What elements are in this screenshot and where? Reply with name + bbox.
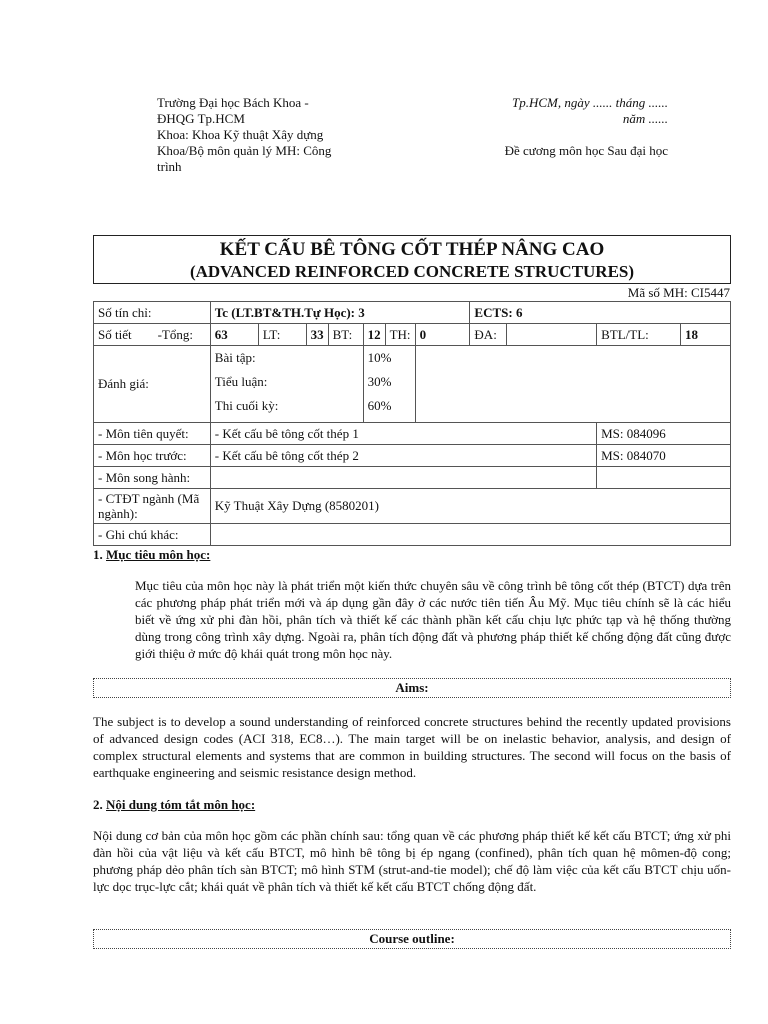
credits-value: Tc (LT.BT&TH.Tự Học): 3 <box>210 302 470 324</box>
notes-label: - Ghi chú khác: <box>94 524 211 546</box>
program-value: Kỹ Thuật Xây Dựng (8580201) <box>210 489 730 524</box>
eval-item-name: Tiểu luận: <box>214 374 268 389</box>
lt-value: 33 <box>306 324 328 346</box>
program-row <box>94 489 731 524</box>
date-line-1: Tp.HCM, ngày ...... tháng ...... <box>512 95 668 110</box>
section-2-text: Nội dung cơ bản của môn học gồm các phần chính sau: tổng quan về các phương pháp thiết kế kết cấu BTCT; ứng xử phi đàn hồi của vật liệu và kết cấu BTCT, mô hình bê tông bị ép ngang (confined), phân tích quan hệ mômen-độ cong; phương pháp dẻo phân tích sàn BTCT; mô hình STM (strut-and-tie model); chế độ làm việc của kết cấu BTCT chịu uốn-lực dọc trục-lực cắt; khái quát về phân tích và thiết kế kết cấu BTCT chống động đất. <box>93 828 731 894</box>
date-block <box>512 95 668 127</box>
da-value <box>507 324 597 346</box>
program-label: - CTĐT ngành (Mã ngành): <box>94 489 211 524</box>
hours-total: 63 <box>210 324 258 346</box>
evaluation-row <box>94 346 731 423</box>
header-line-4: Khoa/Bộ môn quản lý MH: Công <box>157 143 332 158</box>
bt-label: BT: <box>328 324 363 346</box>
ects-value: ECTS: 6 <box>470 302 731 324</box>
bt-value: 12 <box>363 324 385 346</box>
doc-type: Đề cương môn học Sau đại học <box>504 143 668 158</box>
eval-item-pct: 30% <box>367 374 392 389</box>
section-1-text: Mục tiêu của môn học này là phát triển một kiến thức chuyên sâu về công trình bê tông cốt thép (BTCT) dựa trên các phương pháp phát triển mới và áp dụng gần đây ở các nước tiên tiến Âu Mỹ. Mục tiêu chính sẽ là các hiểu biết về ứng xử phi đàn hồi, phân tích và thiết kế các thành phần kết cấu chịu lực phức tạp và hệ thống thường dùng trong công trình xây dựng. Ngoài ra, phân tích động đất và phương pháp thiết kế chống động đất cũng được giới thiệu ở mức độ khái quát trong môn học này. <box>135 578 731 661</box>
course-title-box <box>93 235 731 284</box>
section-2-heading: 2. Nội dung tóm tắt môn học: <box>93 797 256 812</box>
section-1-heading: 1. Mục tiêu môn học: <box>93 547 211 562</box>
parallel-course-row <box>94 467 731 489</box>
header-line-5: trình <box>157 159 182 174</box>
btl-label: BTL/TL: <box>597 324 681 346</box>
course-outline-heading: Course outline: <box>93 929 731 949</box>
date-line-2: năm ...... <box>622 111 668 126</box>
evaluation-percents <box>364 346 415 418</box>
lt-label: LT: <box>258 324 306 346</box>
notes-row <box>94 524 731 546</box>
prerequisite-row <box>94 423 731 445</box>
aims-text: The subject is to develop a sound understanding of reinforced concrete structures behind the recently updated provisions of advanced design codes (ACI 318, EC8…). The main target will be on inelastic behavior, analysis, and design of complex structural elements and systems that are common in building structures. The second will focus on the basis of earthquake engineering and seismic resistance design method. <box>93 714 731 780</box>
eval-item-name: Bài tập: <box>214 350 256 365</box>
prerequisite-code: MS: 084096 <box>597 423 731 445</box>
section-2-title: Nội dung tóm tắt môn học: <box>106 797 256 812</box>
parallel-course-label: - Môn song hành: <box>94 467 211 489</box>
credits-label: Số tín chỉ: <box>94 302 211 324</box>
th-label: TH: <box>385 324 415 346</box>
previous-course-value: - Kết cấu bê tông cốt thép 2 <box>210 445 596 467</box>
course-title-en: (ADVANCED REINFORCED CONCRETE STRUCTURES) <box>189 262 635 281</box>
section-1-title: Mục tiêu môn học: <box>106 547 211 562</box>
course-code: Mã số MH: CI5447 <box>627 285 730 300</box>
credits-row <box>94 302 731 324</box>
previous-course-code: MS: 084070 <box>597 445 731 467</box>
eval-item-name: Thi cuối kỳ: <box>214 398 279 413</box>
aims-heading: Aims: <box>93 678 731 698</box>
da-label: ĐA: <box>470 324 507 346</box>
evaluation-label: Đánh giá: <box>94 346 211 423</box>
hours-label: Số tiết -Tổng: <box>94 324 211 346</box>
header-line-3: Khoa: Khoa Kỹ thuật Xây dựng <box>157 127 324 142</box>
evaluation-items <box>211 346 363 418</box>
th-value: 0 <box>415 324 470 346</box>
course-title-vi: KẾT CẤU BÊ TÔNG CỐT THÉP NÂNG CAO <box>219 239 605 260</box>
header-line-1: Trường Đại học Bách Khoa - <box>157 95 309 110</box>
course-info-table <box>93 301 731 546</box>
prerequisite-label: - Môn tiên quyết: <box>94 423 211 445</box>
header-line-2: ĐHQG Tp.HCM <box>157 111 245 126</box>
previous-course-label: - Môn học trước: <box>94 445 211 467</box>
prerequisite-value: - Kết cấu bê tông cốt thép 1 <box>210 423 596 445</box>
previous-course-row <box>94 445 731 467</box>
hours-row <box>94 324 731 346</box>
university-header <box>157 95 331 175</box>
eval-item-pct: 10% <box>367 350 392 365</box>
eval-item-pct: 60% <box>367 398 392 413</box>
btl-value: 18 <box>681 324 731 346</box>
